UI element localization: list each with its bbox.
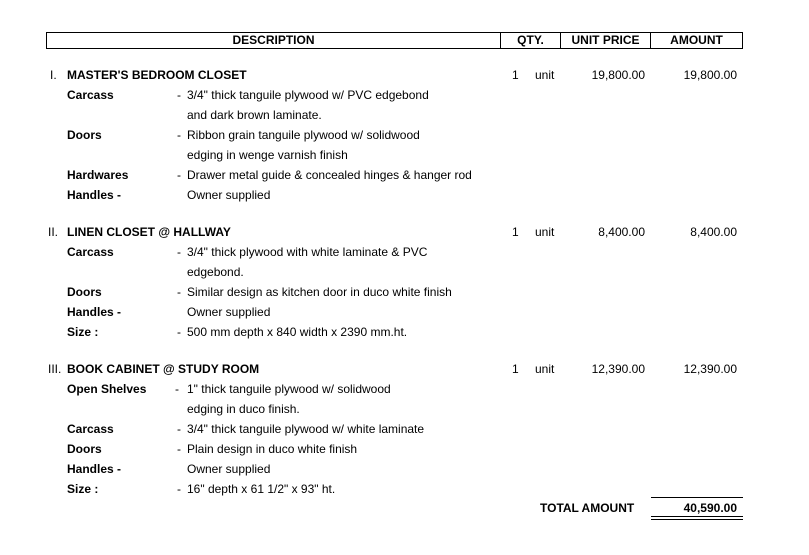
section-unit-price: 12,390.00: [591, 362, 645, 376]
section-amount: 8,400.00: [690, 225, 737, 239]
item-description: Similar design as kitchen door in duco white finish: [187, 285, 452, 299]
item-dash: -: [177, 128, 181, 142]
item-label: Doors: [67, 442, 102, 456]
item-description: Owner supplied: [187, 188, 271, 202]
total-top-rule: [651, 497, 743, 498]
item-dash: -: [177, 442, 181, 456]
item-description: Plain design in duco white finish: [187, 442, 358, 456]
section-amount: 19,800.00: [683, 68, 737, 82]
item-dash: -: [177, 245, 181, 259]
item-description: Drawer metal guide & concealed hinges & hanger rod: [187, 168, 472, 182]
item-dash: -: [177, 422, 181, 436]
item-label: Open Shelves: [67, 382, 147, 396]
item-label: Carcass: [67, 245, 114, 259]
item-description: edging in wenge varnish finish: [187, 148, 348, 162]
item-description: and dark brown laminate.: [187, 108, 322, 122]
item-description: 1" thick tanguile plywood w/ solidwood: [187, 382, 391, 396]
section-qty: 1: [512, 362, 519, 376]
item-description: edgebond.: [187, 265, 244, 279]
header-qty: QTY.: [501, 33, 561, 48]
section-amount: 12,390.00: [683, 362, 737, 376]
item-description: 16" depth x 61 1/2" x 93" ht.: [187, 482, 336, 496]
item-label: Size :: [67, 482, 99, 496]
item-label: Handles -: [67, 462, 122, 476]
item-label: Hardwares: [67, 168, 129, 182]
item-label: Doors: [67, 285, 102, 299]
item-dash: -: [175, 382, 179, 396]
total-double-rule-2: [651, 519, 743, 520]
section-title: BOOK CABINET @ STUDY ROOM: [67, 362, 260, 376]
item-description: 3/4" thick tanguile plywood w/ PVC edgebond: [187, 88, 429, 102]
total-double-rule-1: [651, 516, 743, 517]
header-unit-price: UNIT PRICE: [561, 33, 651, 48]
table-header: [46, 32, 743, 49]
item-label: Carcass: [67, 422, 114, 436]
item-dash: -: [177, 88, 181, 102]
total-amount-label: TOTAL AMOUNT: [540, 501, 635, 515]
item-description: edging in duco finish.: [187, 402, 300, 416]
item-description: 500 mm depth x 840 width x 2390 mm.ht.: [187, 325, 408, 339]
item-description: 3/4" thick plywood with white laminate & PVC: [187, 245, 428, 259]
header-description: DESCRIPTION: [47, 33, 501, 48]
section-number: I.: [50, 68, 57, 82]
section-unit: unit: [535, 362, 555, 376]
item-description: Ribbon grain tanguile plywood w/ solidwood: [187, 128, 420, 142]
item-label: Carcass: [67, 88, 114, 102]
total-amount-value: 40,590.00: [683, 501, 737, 515]
section-qty: 1: [512, 225, 519, 239]
item-description: 3/4" thick tanguile plywood w/ white laminate: [187, 422, 425, 436]
item-dash: -: [177, 325, 181, 339]
section-number: III.: [48, 362, 62, 376]
item-dash: -: [177, 168, 181, 182]
section-title: MASTER'S BEDROOM CLOSET: [67, 68, 247, 82]
item-label: Handles -: [67, 305, 122, 319]
section-qty: 1: [512, 68, 519, 82]
item-description: Owner supplied: [187, 462, 271, 476]
section-unit-price: 8,400.00: [598, 225, 645, 239]
section-unit: unit: [535, 68, 555, 82]
item-dash: -: [177, 285, 181, 299]
item-dash: -: [177, 482, 181, 496]
item-description: Owner supplied: [187, 305, 271, 319]
item-label: Size :: [67, 325, 99, 339]
section-unit: unit: [535, 225, 555, 239]
item-label: Handles -: [67, 188, 122, 202]
header-amount: AMOUNT: [670, 33, 723, 47]
section-unit-price: 19,800.00: [591, 68, 645, 82]
section-number: II.: [48, 225, 59, 239]
item-label: Doors: [67, 128, 102, 142]
section-title: LINEN CLOSET @ HALLWAY: [67, 225, 231, 239]
